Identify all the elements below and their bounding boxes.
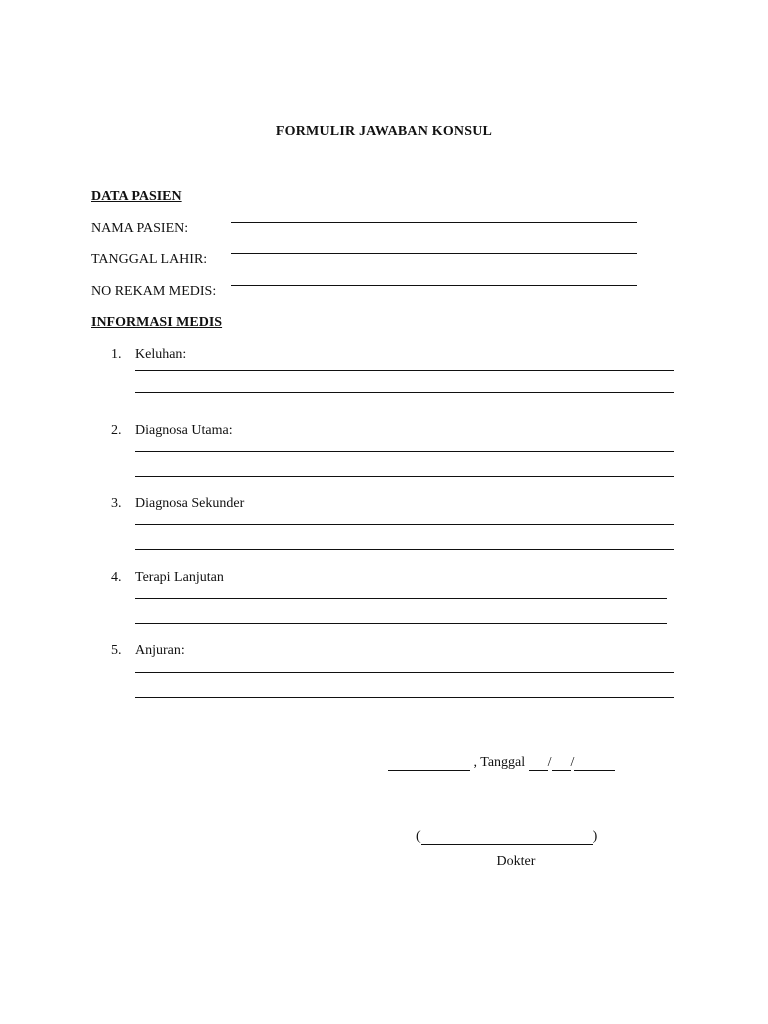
date-separator: /	[570, 755, 575, 770]
recommendation-number: 5.	[111, 643, 122, 658]
date-prefix: , Tanggal	[470, 755, 529, 770]
complaint-line-1[interactable]	[135, 370, 674, 371]
complaint-number: 1.	[111, 347, 122, 362]
recommendation-label: Anjuran:	[135, 643, 185, 658]
signature-place-date	[388, 755, 615, 771]
doctor-signature-box	[416, 829, 597, 845]
day-field[interactable]	[529, 756, 548, 771]
birth-date-label: TANGGAL LAHIR:	[91, 252, 208, 267]
follow-up-therapy-number: 4.	[111, 570, 122, 585]
recommendation-line-2[interactable]	[135, 697, 674, 698]
date-separator: /	[547, 755, 552, 770]
year-field[interactable]	[574, 756, 615, 771]
form-title: FORMULIR JAWABAN KONSUL	[275, 124, 493, 139]
doctor-signature-field[interactable]	[421, 830, 593, 845]
secondary-diagnosis-line-1[interactable]	[135, 524, 674, 525]
follow-up-therapy-line-1[interactable]	[135, 598, 667, 599]
medical-record-number-label: NO REKAM MEDIS:	[91, 284, 217, 299]
patient-name-field[interactable]	[231, 222, 637, 223]
signature-open-paren: (	[416, 829, 421, 844]
follow-up-therapy-label: Terapi Lanjutan	[135, 570, 224, 585]
patient-section-heading: DATA PASIEN	[91, 189, 182, 204]
birth-date-field[interactable]	[231, 253, 637, 254]
follow-up-therapy-line-2[interactable]	[135, 623, 667, 624]
secondary-diagnosis-number: 3.	[111, 496, 122, 511]
primary-diagnosis-line-1[interactable]	[135, 451, 674, 452]
complaint-label: Keluhan:	[135, 347, 187, 362]
primary-diagnosis-number: 2.	[111, 423, 122, 438]
secondary-diagnosis-line-2[interactable]	[135, 549, 674, 550]
recommendation-line-1[interactable]	[135, 672, 674, 673]
medical-record-number-field[interactable]	[231, 285, 637, 286]
secondary-diagnosis-label: Diagnosa Sekunder	[135, 496, 245, 511]
patient-name-label: NAMA PASIEN:	[91, 221, 189, 236]
place-field[interactable]	[388, 756, 470, 771]
primary-diagnosis-line-2[interactable]	[135, 476, 674, 477]
month-field[interactable]	[552, 756, 571, 771]
complaint-line-2[interactable]	[135, 392, 674, 393]
doctor-role-label: Dokter	[496, 854, 536, 869]
primary-diagnosis-label: Diagnosa Utama:	[135, 423, 233, 438]
medical-section-heading: INFORMASI MEDIS	[91, 315, 223, 330]
signature-close-paren: )	[592, 829, 598, 844]
